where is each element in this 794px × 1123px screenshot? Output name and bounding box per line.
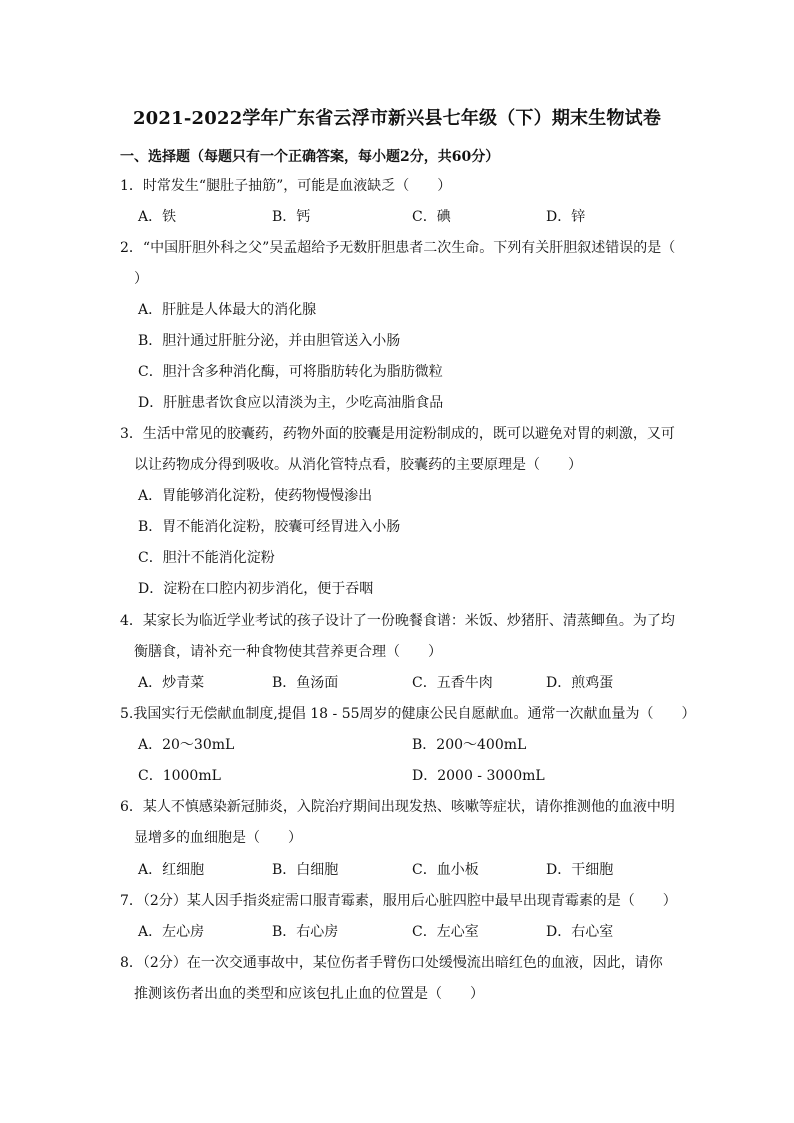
option-c: C．血小板 xyxy=(412,862,479,878)
options-row xyxy=(138,668,698,699)
option-b: B．右心房 xyxy=(272,924,339,940)
options-row xyxy=(138,730,698,761)
option-a: A．红细胞 xyxy=(138,862,205,878)
options-row xyxy=(138,917,698,948)
question-stem: 8．（2分）在一次交通事故中，某位伤者手臂伤口处缓慢流出暗红色的血液，因此，请你 xyxy=(120,955,663,971)
options-row xyxy=(138,855,698,886)
question-4 xyxy=(120,606,680,668)
question-stem: 2．“中国肝胆外科之父”吴孟超给予无数肝胆患者二次生命。下列有关肝胆叙述错误的是（ xyxy=(120,240,676,256)
option-d: D．肝脏患者饮食应以清淡为主，少吃高油脂食品 xyxy=(138,395,444,411)
option-b: B．胆汁通过肝脏分泌，并由胆管送入小肠 xyxy=(138,333,401,349)
option-d: D．锌 xyxy=(546,209,586,225)
option-d: D．干细胞 xyxy=(546,862,614,878)
option-a: A．肝脏是人体最大的消化腺 xyxy=(138,302,317,318)
question-stem-cont: 显增多的血细胞是（ ） xyxy=(134,830,302,846)
question-stem: 3．生活中常见的胶囊药，药物外面的胶囊是用淀粉制成的，既可以避免对胃的刺激，又可 xyxy=(120,426,675,442)
option-b: B．胃不能消化淀粉，胶囊可经胃进入小肠 xyxy=(138,519,401,535)
question-stem: 4．某家长为临近学业考试的孩子设计了一份晚餐食谱：米饭、炒猪肝、清蒸鲫鱼。为了均 xyxy=(120,613,675,629)
option-b: B．鱼汤面 xyxy=(272,675,339,691)
option-c: C．胆汁不能消化淀粉 xyxy=(138,550,275,566)
option-d: D．右心室 xyxy=(546,924,614,940)
option-b: B．白细胞 xyxy=(272,862,339,878)
question-stem: 6．某人不慎感染新冠肺炎，入院治疗期间出现发热、咳嗽等症状，请你推测他的血液中明 xyxy=(120,799,675,815)
options-row xyxy=(138,202,698,233)
option-c: C．胆汁含多种消化酶，可将脂肪转化为脂肪微粒 xyxy=(138,364,443,380)
question-6 xyxy=(120,792,680,854)
question-stem: 5.我国实行无偿献血制度,提倡 18 - 55周岁的健康公民自愿献血。通常一次献血量为（ ） xyxy=(120,706,696,722)
option-a: A．铁 xyxy=(138,209,177,225)
question-stem-cont: 推测该伤者出血的类型和应该包扎止血的位置是（ ） xyxy=(134,986,484,1002)
option-a: A．左心房 xyxy=(138,924,205,940)
option-b: B．钙 xyxy=(272,209,311,225)
question-stem: 7．（2分）某人因手指炎症需口服青霉素，服用后心脏四腔中最早出现青霉素的是（ ） xyxy=(120,893,677,909)
option-d: D．淀粉在口腔内初步消化，便于吞咽 xyxy=(138,581,374,597)
question-1 xyxy=(120,171,680,202)
option-a: A．20～30mL xyxy=(138,737,235,753)
question-stem-cont: ） xyxy=(134,271,148,287)
option-d: D．煎鸡蛋 xyxy=(546,675,614,691)
options-row xyxy=(138,761,698,792)
question-5 xyxy=(120,699,696,730)
section-heading: 一、选择题（每题只有一个正确答案，每小题2分，共60分） xyxy=(120,149,500,165)
option-d: D．2000 - 3000mL xyxy=(412,768,545,784)
question-7 xyxy=(120,886,680,917)
option-c: C．1000mL xyxy=(138,768,221,784)
question-3 xyxy=(120,419,680,481)
option-a: A．炒青菜 xyxy=(138,675,205,691)
option-c: C．五香牛肉 xyxy=(412,675,493,691)
question-2 xyxy=(120,233,680,295)
option-b: B．200～400mL xyxy=(412,737,527,753)
option-a: A．胃能够消化淀粉，使药物慢慢渗出 xyxy=(138,488,373,504)
question-stem-cont: 衡膳食，请补充一种食物使其营养更合理（ ） xyxy=(134,644,442,660)
question-stem: 1．时常发生“腿肚子抽筋”，可能是血液缺乏（ ） xyxy=(120,178,452,194)
option-c: C．碘 xyxy=(412,209,451,225)
option-c: C．左心室 xyxy=(412,924,479,940)
question-stem-cont: 以让药物成分得到吸收。从消化管特点看，胶囊药的主要原理是（ ） xyxy=(134,457,582,473)
question-8 xyxy=(120,948,680,1010)
exam-title: 2021-2022学年广东省云浮市新兴县七年级（下）期末生物试卷 xyxy=(132,108,662,129)
